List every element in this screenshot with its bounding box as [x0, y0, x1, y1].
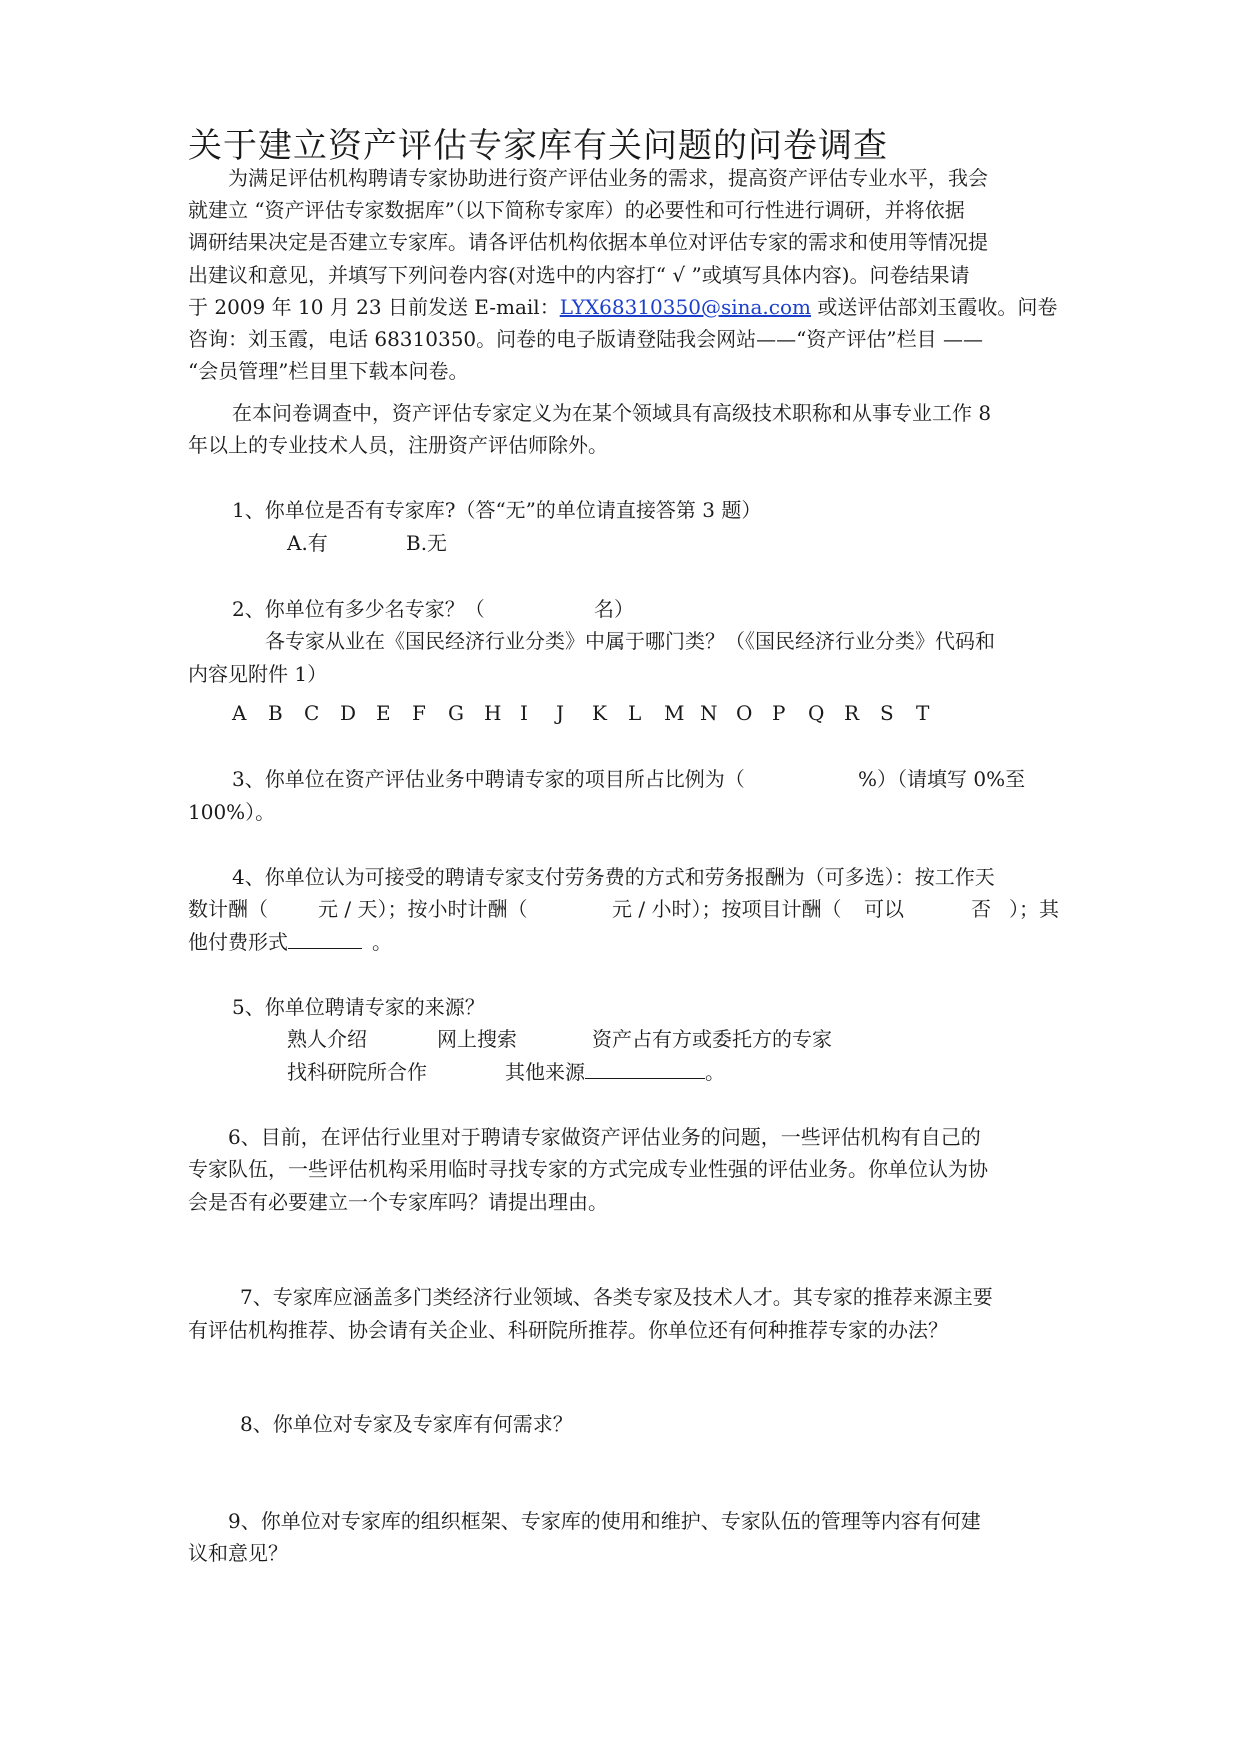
question-5-option-5-label: 其他来源 [505, 1060, 585, 1084]
industry-letter-option[interactable]: E [376, 701, 391, 725]
industry-letter-option[interactable]: Q [808, 701, 825, 725]
question-7-line-2: 有评估机构推荐、协会请有关企业、科研院所推荐。你单位还有何种推荐专家的办法？ [188, 1318, 948, 1342]
question-9-line-2: 议和意见？ [188, 1541, 288, 1565]
industry-letter-option[interactable]: C [304, 701, 320, 725]
question-5-option-2[interactable]: 网上搜索 [437, 1027, 517, 1051]
industry-letter-option[interactable]: H [484, 701, 502, 725]
definition-line-1: 在本问卷调查中，资产评估专家定义为在某个领域具有高级技术职称和从事专业工作 8 [232, 401, 992, 425]
industry-letter-option[interactable]: G [448, 701, 464, 725]
question-6-line-2: 专家队伍，一些评估机构采用临时寻找专家的方式完成专业性强的评估业务。你单位认为协 [188, 1157, 988, 1181]
industry-letter-option[interactable]: R [844, 701, 860, 725]
intro-line-3: 调研结果决定是否建立专家库。请各评估机构依据本单位对评估专家的需求和使用等情况提 [188, 230, 988, 254]
question-4-option-no[interactable]: 否 [971, 897, 991, 921]
question-2-text-pre: 2、你单位有多少名专家？（ [232, 597, 485, 621]
question-5-option-1[interactable]: 熟人介绍 [287, 1027, 367, 1051]
question-1-option-b[interactable]: B.无 [406, 531, 448, 555]
question-4-line-2-f: ）；其 [1009, 897, 1059, 921]
intro-line-2: 就建立 “资产评估专家数据库”（以下简称专家库）的必要性和可行性进行调研，并将依据 [188, 198, 965, 222]
industry-letter-option[interactable]: K [592, 701, 607, 725]
intro-line-5-pre: 于 2009 年 10 月 23 日前发送 E-mail： [188, 295, 560, 319]
industry-letter-option[interactable]: S [880, 701, 894, 725]
intro-line-7: “会员管理”栏目里下载本问卷。 [188, 359, 469, 383]
question-4-line-1: 4、你单位认为可接受的聘请专家支付劳务费的方式和劳务报酬为（可多选）：按工作天 [232, 865, 995, 889]
industry-letter-option[interactable]: L [628, 701, 642, 725]
question-6-line-3: 会是否有必要建立一个专家库吗？请提出理由。 [188, 1190, 608, 1214]
question-8-text: 8、你单位对专家及专家库有何需求？ [240, 1412, 573, 1436]
question-5-option-5-end: 。 [705, 1060, 725, 1084]
industry-letter-option[interactable]: T [916, 701, 930, 725]
industry-letter-option[interactable]: N [700, 701, 718, 725]
intro-line-6: 咨询：刘玉霞，电话 68310350。问卷的电子版请登陆我会网站——“资产评估”栏目 —— [188, 327, 983, 351]
industry-letter-option[interactable]: D [340, 701, 357, 725]
intro-line-5-post: 或送评估部刘玉霞收。问卷 [811, 295, 1058, 319]
question-7-line-1: 7、专家库应涵盖多门类经济行业领域、各类专家及技术人才。其专家的推荐来源主要 [240, 1285, 993, 1309]
industry-letter-option[interactable]: J [556, 701, 565, 725]
question-2-text-post: 名） [594, 597, 634, 621]
industry-letter-option[interactable]: F [412, 701, 426, 725]
question-4-option-yes[interactable]: 可以 [864, 897, 904, 921]
industry-letter-option[interactable]: A [232, 701, 247, 725]
page-title: 关于建立资产评估专家库有关问题的问卷调查 [188, 126, 888, 166]
question-4-line-2-b: 元 / 天）；按小时计酬（ [318, 897, 528, 921]
industry-letter-option[interactable]: O [736, 701, 753, 725]
question-4-line-3 [188, 926, 392, 955]
question-1-option-a[interactable]: A.有 [287, 531, 328, 555]
intro-line-5 [188, 291, 1057, 320]
industry-letter-option[interactable]: M [664, 701, 685, 725]
question-3-line-1-post: %）（请填写 0%至 [858, 767, 1026, 791]
question-6-line-1: 6、目前，在评估行业里对于聘请专家做资产评估业务的问题，一些评估机构有自己的 [228, 1125, 981, 1149]
intro-line-4: 出建议和意见，并填写下列问卷内容(对选中的内容打“ √ ”或填写具体内容)。问卷结果请 [188, 263, 970, 287]
question-5-option-3[interactable]: 资产占有方或委托方的专家 [592, 1027, 832, 1051]
other-source-blank[interactable] [585, 1060, 705, 1079]
question-5-option-4[interactable]: 找科研院所合作 [287, 1060, 427, 1084]
question-3-line-1-pre: 3、你单位在资产评估业务中聘请专家的项目所占比例为（ [232, 767, 745, 791]
email-link[interactable]: LYX68310350@sina.com [559, 295, 811, 319]
question-1-text: 1、你单位是否有专家库?（答“无”的单位请直接答第 3 题） [232, 498, 762, 522]
other-payment-blank[interactable] [288, 930, 362, 949]
question-4-line-3-pre: 他付费形式 [188, 930, 288, 954]
intro-line-1: 为满足评估机构聘请专家协助进行资产评估业务的需求，提高资产评估专业水平，我会 [228, 166, 988, 190]
question-4-line-2-c: 元 / 小时）；按项目计酬（ [612, 897, 842, 921]
industry-letter-option[interactable]: B [268, 701, 283, 725]
definition-line-2: 年以上的专业技术人员，注册资产评估师除外。 [188, 433, 608, 457]
question-2-line-3: 内容见附件 1） [188, 662, 328, 686]
question-4-line-2-a: 数计酬（ [188, 897, 268, 921]
industry-letter-options [232, 701, 952, 725]
question-4-line-3-post: 。 [372, 930, 392, 954]
question-5-text: 5、你单位聘请专家的来源？ [232, 995, 485, 1019]
question-3-line-2: 100%）。 [188, 800, 276, 824]
question-9-line-1: 9、你单位对专家库的组织框架、专家库的使用和维护、专家队伍的管理等内容有何建 [228, 1509, 981, 1533]
industry-letter-option[interactable]: I [520, 701, 528, 725]
industry-letter-option[interactable]: P [772, 701, 786, 725]
question-2-line-2: 各专家从业在《国民经济行业分类》中属于哪门类？（《国民经济行业分类》代码和 [265, 629, 995, 653]
question-5-option-5[interactable] [505, 1056, 725, 1085]
